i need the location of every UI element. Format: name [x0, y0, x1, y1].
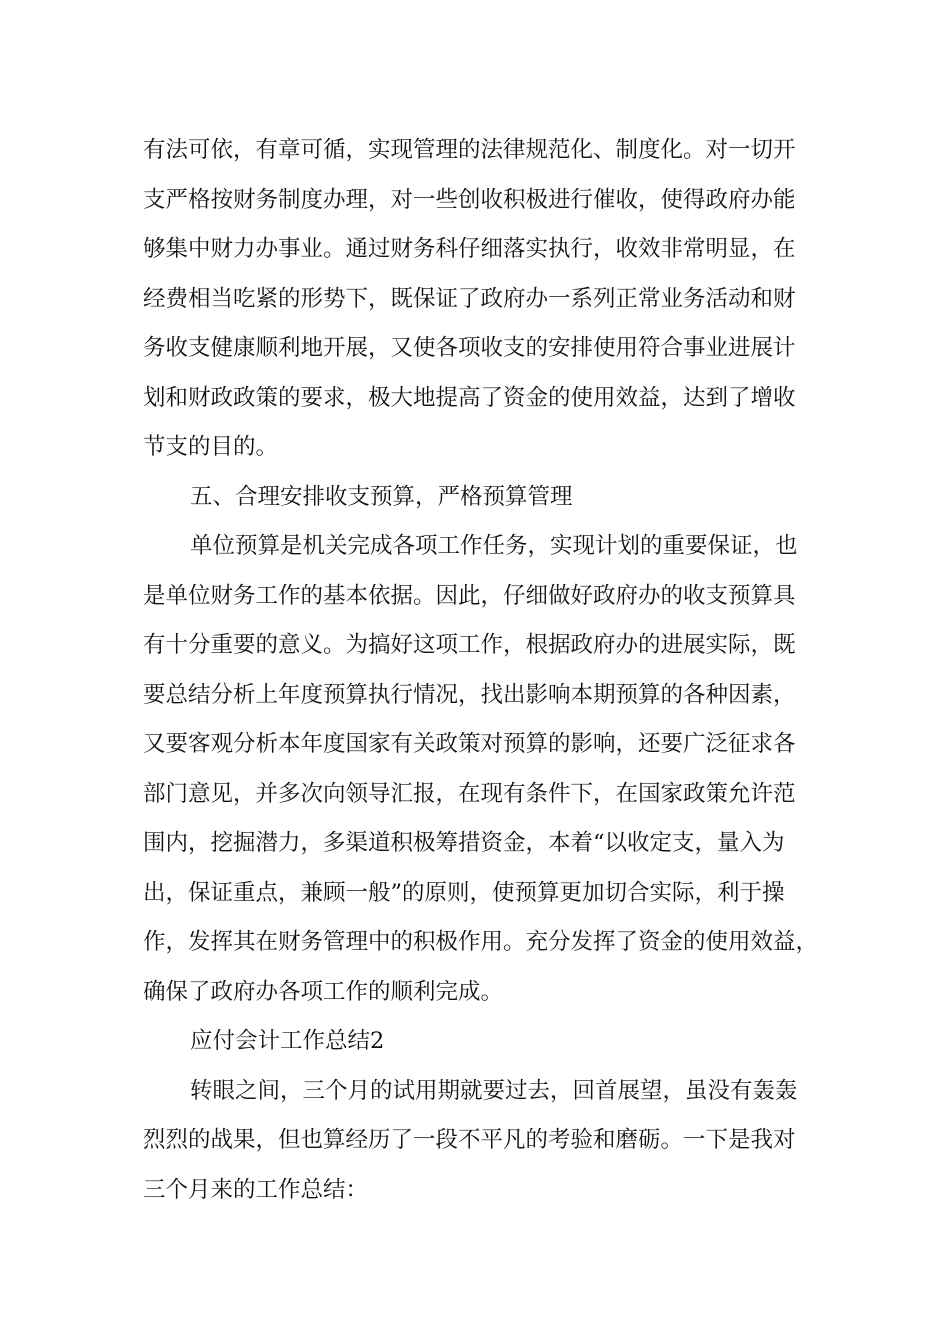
text-line: 应付会计工作总结2 — [190, 1028, 385, 1054]
text-line: 单位预算是机关完成各项工作任务，实现计划的重要保证，也 — [190, 533, 798, 559]
text-line: 支严格按财务制度办理，对一些创收积极进行催收，使得政府办能 — [143, 186, 796, 213]
text-line: 烈烈的战果，但也算经历了一段不平凡的考验和磨砺。一下是我对 — [143, 1127, 796, 1153]
text-line: 有十分重要的意义。为搞好这项工作，根据政府办的进展实际，既 — [143, 632, 796, 658]
body-paragraph — [143, 126, 823, 473]
section-heading — [143, 1017, 823, 1067]
text-line: 部门意见，并多次向领导汇报，在现有条件下，在国家政策允许范 — [143, 780, 796, 807]
text-line: 经费相当吃紧的形势下，既保证了政府办一系列正常业务活动和财 — [143, 285, 796, 312]
body-paragraph — [143, 1067, 823, 1216]
text-line: 确保了政府办各项工作的顺利完成。 — [143, 978, 504, 1005]
text-line: 转眼之间，三个月的试用期就要过去，回首展望，虽没有轰轰 — [190, 1077, 798, 1104]
text-line: 有法可依，有章可循，实现管理的法律规范化、制度化。对一切开 — [143, 137, 796, 163]
section-heading — [143, 473, 823, 523]
text-line: 又要客观分析本年度国家有关政策对预算的影响，还要广泛征求各 — [143, 731, 796, 757]
text-line: 是单位财务工作的基本依据。因此，仔细做好政府办的收支预算具 — [143, 582, 796, 609]
text-line: 出，保证重点，兼顾一般”的原则，使预算更加切合实际，利于操 — [143, 879, 785, 906]
text-line: 节支的目的。 — [143, 434, 279, 460]
text-line: 作，发挥其在财务管理中的积极作用。充分发挥了资金的使用效益， — [143, 929, 819, 955]
text-line: 围内，挖掘潜力，多渠道积极筹措资金，本着“以收定支，量入为 — [143, 830, 785, 856]
document-body — [143, 126, 823, 1215]
text-line: 够集中财力办事业。通过财务科仔细落实执行，收效非常明显，在 — [143, 236, 796, 262]
text-line: 要总结分析上年度预算执行情况，找出影响本期预算的各种因素， — [143, 681, 796, 708]
text-line: 务收支健康顺利地开展，又使各项收支的安排使用符合事业进展计 — [143, 335, 796, 361]
text-line: 划和财政政策的要求，极大地提高了资金的使用效益，达到了增收 — [143, 384, 796, 411]
body-paragraph — [143, 522, 823, 1017]
text-line: 三个月来的工作总结： — [143, 1176, 369, 1203]
text-line: 五、合理安排收支预算，严格预算管理 — [190, 483, 573, 510]
